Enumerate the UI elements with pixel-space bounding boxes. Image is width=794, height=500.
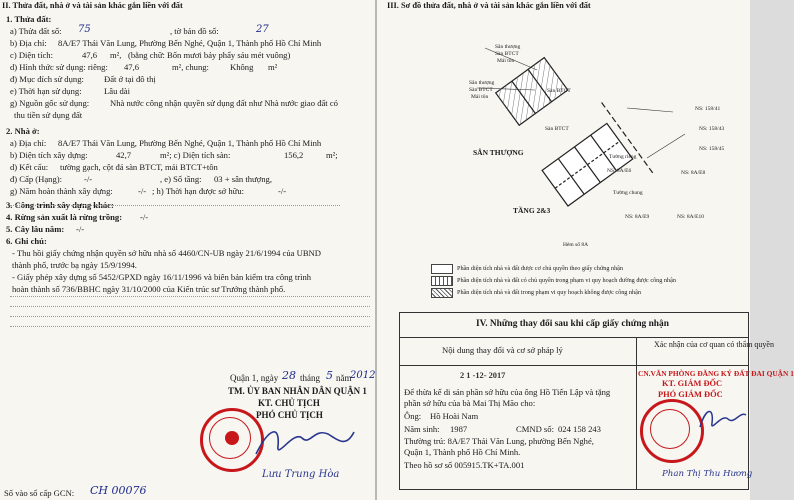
heir-name: Hồ Hoài Nam [430,411,479,421]
land-area-words: (bằng chữ: Bốn mươi bảy phẩy sáu mét vuông) [128,50,291,60]
parcel-label: a) Thửa đất số: [10,26,62,36]
forest-value: -/- [140,212,149,222]
legend-swatch-certified [431,264,453,274]
plan-label-slab-1: Sàn BTCT [495,51,519,57]
plan-label-rooftop-1: Sân thượng [495,44,521,50]
plan-label-roof-1: Mái tôn [497,58,515,64]
note-line-3: - Giấy phép xây dựng số 5452/GPXD ngày 16/11/1996 và biên bản kiểm tra công trình [12,272,312,282]
issue-month: 5 [326,369,333,382]
changes-col-confirmation: Xác nhận của cơ quan có thẩm quyền [654,340,774,349]
parcel-number: 75 [78,24,91,35]
land-origin-line1: Nhà nước công nhận quyền sử dụng đất như Nhà nước giao đất có [110,98,338,108]
dossier-number: Theo hồ sơ số 005915.TK+TA.001 [404,460,525,470]
legend-text-1: Phần diện tích nhà và đất được cơ chủ quyền theo giấy chứng nhận [457,265,624,272]
structure-label: d) Kết cấu: [10,162,49,172]
office-deputy-title: PHÓ GIÁM ĐỐC [658,390,723,399]
change-line-1: Để thừa kế di sản phần sở hữu của ông Hồ Tiến Lập và tặng [404,387,611,397]
changes-col-content: Nội dung thay đổi và cơ sở pháp lý [442,345,563,355]
forest-title: 4. Rừng sản xuất là rừng trồng: [6,212,123,222]
completion-year: -/- [138,186,147,196]
completion-year-label: g) Năm hoàn thành xây dựng: [10,186,113,196]
note-line-2: thành phố, trước bạ ngày 15/9/1994. [12,260,137,270]
house-storeys: 03 + sân thượng, [214,174,272,184]
perennial-value: -/- [76,224,85,234]
perennial-title: 5. Cây lâu năm: [6,224,65,234]
issue-year-label: năm [336,373,352,383]
land-address-label: b) Địa chỉ: [10,38,47,48]
land-address: 8A/E7 Thái Văn Lung, Phường Bến Nghé, Quận 1, Thành phố Hồ Chí Minh [58,38,322,48]
neighbor-2: NS: 158/43 [699,126,725,132]
section-heading-ii: II. Thửa đất, nhà ở và tài sản khác gắn liền với đất [2,1,183,10]
map-sheet-label: , tờ bản đồ số: [170,26,219,36]
issue-day: 28 [282,369,296,382]
ownership-term: -/- [278,186,287,196]
shared-unit: m² [268,62,278,72]
plan-label-slab-3: Sàn BTCT [547,88,571,94]
office-on-behalf: KT. GIÁM ĐỐC [662,379,723,388]
land-section-title: 1. Thửa đất: [6,14,52,24]
id-number-label: CMND số: [516,424,554,434]
official-signature-icon [696,403,748,437]
id-number: 024 158 243 [558,424,601,434]
legend-text-2: Phần diện tích nhà và đất có chủ quyền trong phạm vi quy hoạch đường được công nhận [457,277,676,284]
plan-label-alley: Hẻm số 8A [563,242,589,248]
floor-plan-diagram [417,30,717,250]
neighbor-3: NS: 158/45 [699,146,725,152]
birth-year: 1987 [450,424,468,434]
land-origin-line2: thu tiền sử dụng đất [14,110,83,120]
signer-name: Lưu Trung Hòa [262,469,340,480]
private-area: 47,6 [124,62,140,72]
issuing-authority: TM. ỦY BAN NHÂN DÂN QUẬN 1 [228,386,367,396]
house-address-label: a) Địa chỉ: [10,138,47,148]
map-sheet-number: 27 [256,24,269,35]
section-heading-iii: III. Sơ đồ thửa đất, nhà ở và tài sản khác gắn liền với đất [387,1,591,10]
land-purpose: Đất ở tại đô thị [104,74,156,84]
certificate-left-page [0,0,375,500]
notes-title: 6. Ghi chú: [6,236,47,246]
shared-value: Không [230,62,254,72]
change-date: 2 1 -12- 2017 [460,371,506,380]
registration-office: CN.VĂN PHÒNG ĐĂNG KÝ ĐẤT ĐAI QUẬN 1 [638,369,794,378]
house-structure: tường gạch, cột đá sàn BTCT, mái BTCT+tôn [60,162,218,172]
build-area-label: b) Diện tích xây dựng: [10,150,88,160]
plan-title-floors: TẦNG 2&3 [513,206,551,215]
term-label: e) Thời hạn sử dụng: [10,86,82,96]
register-number: CH 00076 [90,484,147,497]
birth-year-label: Năm sinh: [404,424,440,434]
residence-line-2: Quận 1, Thành phố Hồ Chí Minh. [404,447,521,457]
on-behalf-of: KT. CHỦ TỊCH [258,398,320,408]
plan-label-slab-2: Sàn BTCT [469,87,493,93]
note-line-1: - Thu hồi giấy chứng nhận quyền sở hữu nhà số 4460/CN-UB ngày 21/6/1994 của UBND [12,248,321,258]
purpose-label: đ) Mục đích sử dụng: [10,74,84,84]
changes-table [399,312,794,490]
plan-label-slab-4: Sàn BTCT [545,126,569,132]
issue-date-prefix: Quận 1, ngày [230,373,279,383]
register-number-label: Số vào sổ cấp GCN: [4,488,75,498]
neighbor-6: NS: 8A/E9 [625,214,650,220]
floor-area: 156,2 [284,150,304,160]
neighbor-7: NS: 8A/E10 [677,214,705,220]
land-term: Lâu dài [104,86,131,96]
legend-swatch-not-recognized [431,288,453,298]
changes-heading: IV. Những thay đổi sau khi cấp giấy chứng nhận [476,319,669,329]
registration-seal-icon [640,399,704,463]
neighbor-5: NS: 8A/E8 [681,170,706,176]
usage-form-label: d) Hình thức sử dụng: riêng: [10,62,108,72]
land-area: 47,6 [82,50,98,60]
house-grade: -/- [84,174,93,184]
floor-area-label: m²; c) Diện tích sàn: [160,150,231,160]
plan-label-rooftop-2: Sân thượng [469,80,495,86]
storeys-label: , e) Số tầng: [160,174,202,184]
signature-icon [250,420,360,464]
origin-label: g) Nguồn gốc sử dụng: [10,98,90,108]
change-line-2: phần sở hữu của bà Mai Thị Mão cho: [404,398,536,408]
plan-label-shared-wall: Tường chung [613,190,643,196]
residence-line-1: Thường trú: 8A/E7 Thái Văn Lung, phường Bến Nghé, [404,436,594,446]
house-section-title: 2. Nhà ở: [6,126,40,136]
land-area-label: c) Diện tích: [10,50,53,60]
floor-area-unit: m²; [326,150,338,160]
other-works-title: 3. Công trình xây dựng khác: [6,200,114,210]
note-line-4: hoàn thành số 736/BBHC ngày 31/10/2000 của Kiến trúc sư Trưởng thành phố. [12,284,286,294]
shared-label: m², chung: [172,62,209,72]
issue-year: 2012 [350,370,376,381]
plan-label-own-wall: Tường riêng [609,154,637,160]
house-address: 8A/E7 Thái Văn Lung, Phường Bến Nghé, Quận 1, Thành phố Hồ Chí Minh [58,138,322,148]
signer-title: PHÓ CHỦ TỊCH [256,410,323,420]
heir-name-label: Ông: [404,411,422,421]
legend-text-3: Phần diện tích nhà và đất trong phạm vi quy hoạch không được công nhận [457,289,641,296]
land-area-unit: m², [110,50,122,60]
issue-month-label: tháng [300,373,320,383]
plan-label-roof-2: Mái tôn [471,94,489,100]
neighbor-4: NS: 8A/E6 [607,168,632,174]
build-area: 42,7 [116,150,132,160]
ownership-term-label: ; h) Thời hạn được sở hữu: [152,186,245,196]
legend-swatch-recognized [431,276,453,286]
neighbor-1: NS: 158/41 [695,106,721,112]
grade-label: đ) Cấp (Hạng): [10,174,63,184]
plan-title-rooftop: SÂN THƯỢNG [473,148,524,157]
official-signer-name: Phan Thị Thu Hương [662,469,753,479]
certificate-right-page [375,0,794,500]
